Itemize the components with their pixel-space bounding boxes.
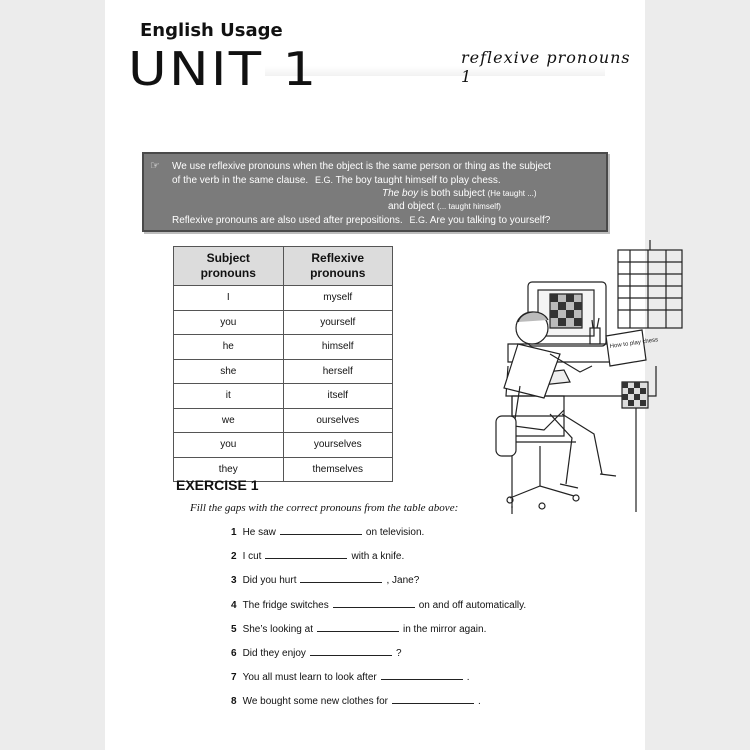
pointing-hand-icon: ☞ [150, 160, 160, 172]
grammar-note: (... taught himself) [436, 202, 501, 211]
answer-blank[interactable] [333, 599, 415, 608]
eg-label: E.G. [314, 175, 333, 185]
chessboard-image [622, 382, 648, 408]
exercise-instruction: Fill the gaps with the correct pronouns from the table above: [190, 502, 459, 514]
subject-cell: you [174, 310, 284, 335]
subject-cell: he [174, 335, 284, 360]
reflexive-cell: myself [283, 286, 393, 311]
wall-chart-image [618, 240, 682, 328]
subject-cell: they [174, 457, 284, 482]
subject-cell: she [174, 359, 284, 384]
grammar-box [142, 152, 608, 232]
answer-blank[interactable] [310, 647, 392, 656]
answer-blank[interactable] [381, 671, 463, 680]
question-item: 2 I cut with a knife. [231, 551, 405, 562]
book-title: How to play chess [609, 337, 659, 350]
grammar-line-3 [382, 187, 537, 200]
question-item: 1 He saw on television. [231, 527, 425, 538]
subject-cell: it [174, 384, 284, 409]
grammar-text: and object [388, 201, 435, 212]
grammar-line-5 [172, 214, 550, 227]
series-title: English Usage [140, 20, 283, 41]
grammar-line-2 [172, 174, 501, 187]
subject-cell: I [174, 286, 284, 311]
grammar-example: Are you talking to yourself? [429, 215, 551, 226]
table-row [174, 335, 393, 360]
reflexive-cell: ourselves [283, 408, 393, 433]
question-item: 8 We bought some new clothes for . [231, 696, 481, 707]
table-row [174, 286, 393, 311]
question-item: 3 Did you hurt , Jane? [231, 575, 420, 586]
answer-blank[interactable] [265, 550, 347, 559]
grammar-text: is both subject [420, 188, 485, 199]
reflexive-cell: yourselves [283, 433, 393, 458]
grammar-line-1 [172, 160, 551, 173]
worksheet-page [105, 0, 659, 750]
subject-cell: we [174, 408, 284, 433]
question-item: 7 You all must learn to look after . [231, 672, 470, 683]
answer-blank[interactable] [392, 695, 474, 704]
answer-blank[interactable] [317, 623, 399, 632]
eg-label: E.G. [409, 215, 428, 225]
grammar-text: We use reflexive pronouns when the object is the same person or thing as the subject [172, 161, 551, 172]
grammar-example: The boy [382, 188, 419, 199]
unit-title: UNIT 1 [128, 42, 319, 96]
reflexive-cell: itself [283, 384, 393, 409]
table-row [174, 408, 393, 433]
subject-cell: you [174, 433, 284, 458]
question-item: 5 She’s looking at in the mirror again. [231, 624, 487, 635]
exercise-title: EXERCISE 1 [176, 477, 259, 493]
chess-book-image [606, 330, 659, 366]
grammar-text: Reflexive pronouns are also used after prepositions. [172, 215, 403, 226]
table-row [174, 433, 393, 458]
table-row [174, 384, 393, 409]
grammar-note: (He taught ...) [487, 189, 537, 198]
table-row [174, 359, 393, 384]
pronoun-table [173, 246, 393, 482]
reflexive-cell: yourself [283, 310, 393, 335]
topic-title: reflexive pronouns 1 [461, 48, 631, 86]
answer-blank[interactable] [300, 574, 382, 583]
grammar-text: of the verb in the same clause. [172, 175, 309, 186]
reflexive-cell: himself [283, 335, 393, 360]
grammar-example: The boy taught himself to play chess. [335, 175, 501, 186]
chair-image [496, 416, 579, 509]
answer-blank[interactable] [280, 526, 362, 535]
reflexive-cell: herself [283, 359, 393, 384]
reflexive-header: Reflexive pronouns [283, 247, 393, 286]
boy-at-computer-illustration [400, 236, 659, 516]
boy-image [504, 312, 616, 488]
question-item: 6 Did they enjoy ? [231, 648, 402, 659]
question-item: 4 The fridge switches on and off automatically. [231, 600, 527, 611]
table-row [174, 310, 393, 335]
reflexive-cell: themselves [283, 457, 393, 482]
grammar-line-4 [388, 200, 501, 213]
subject-header: Subject pronouns [174, 247, 284, 286]
